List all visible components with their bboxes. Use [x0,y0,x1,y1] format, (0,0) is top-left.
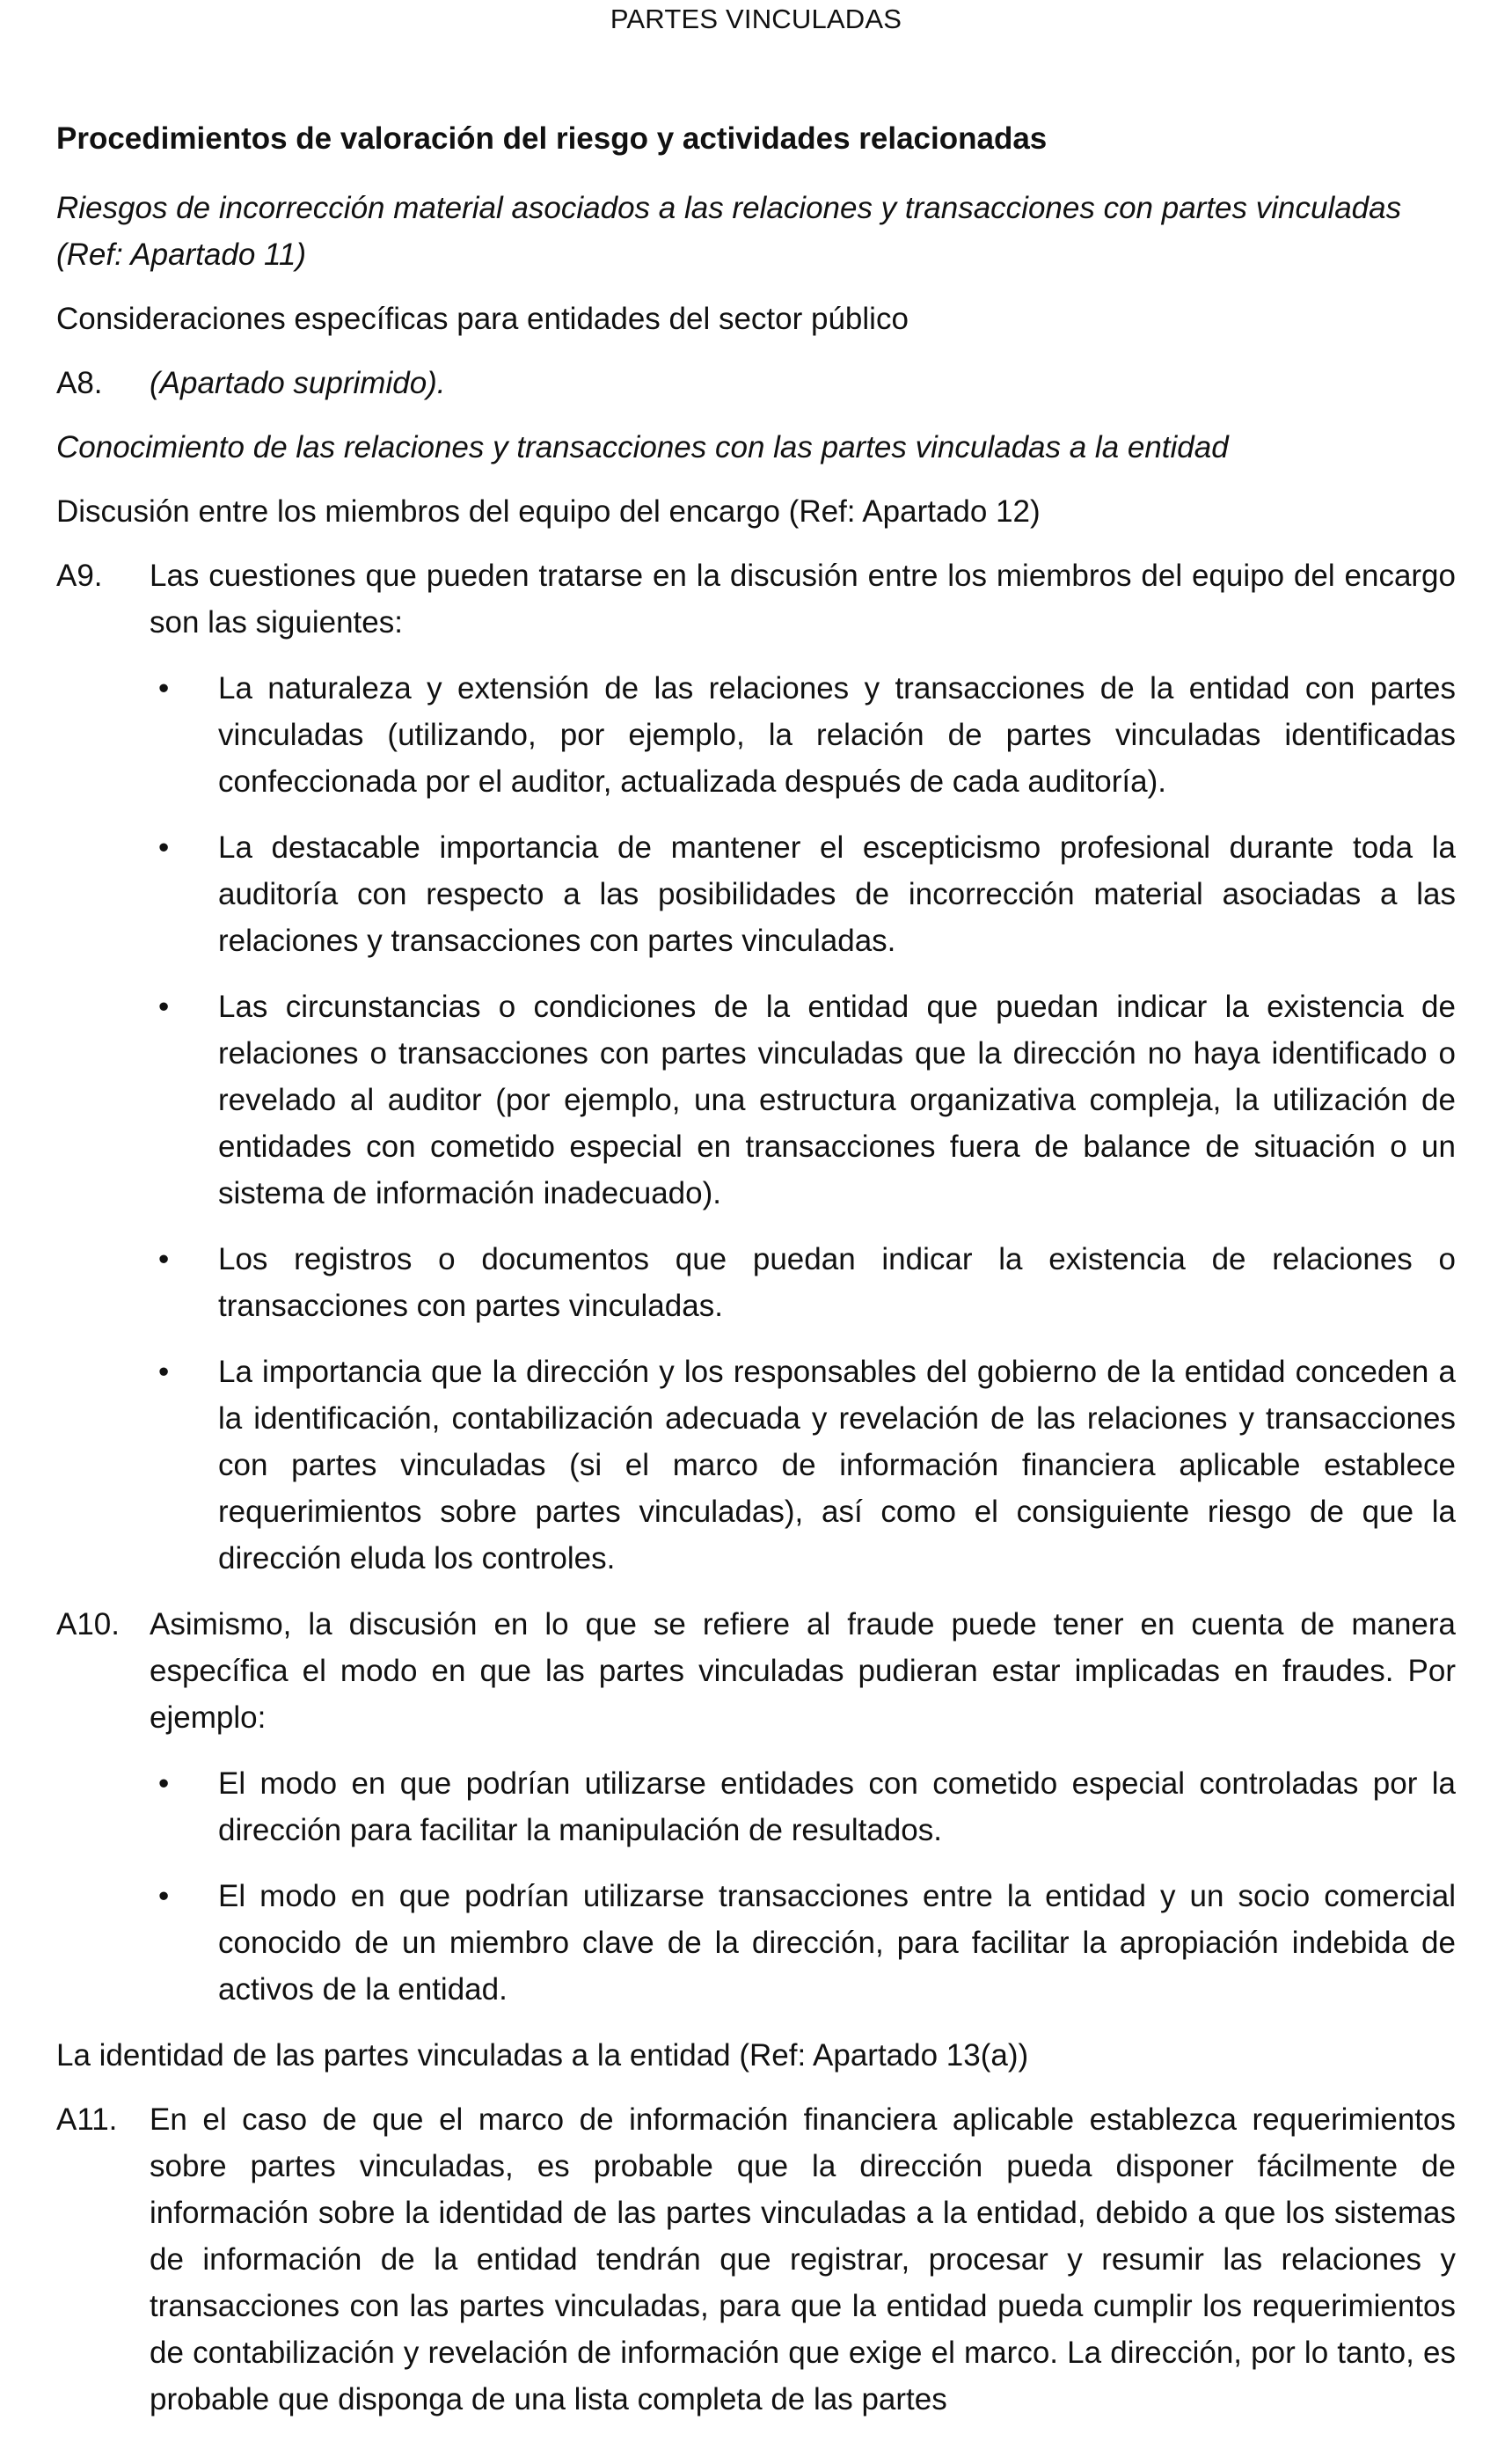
list-item [150,983,1456,1217]
running-head: PARTES VINCULADAS [610,4,902,34]
paragraph-text: Las cuestiones que pueden tratarse en la discusión entre los miembros del equipo del encargo son las siguientes: [150,559,1456,640]
list-item [150,1760,1456,1853]
list-item-text: Las circunstancias o condiciones de la entidad que puedan indicar la existencia de relaciones o transacciones con partes vinculadas que la dirección no haya identificado o revelado al auditor (por ejemplo, una estructura organizativa compleja, la utilización de entidades con cometido especial en transacciones fuera de balance de situación o un sistema de información inadecuado). [218,990,1456,1210]
list-item-text: La destacable importancia de mantener el escepticismo profesional durante toda la auditoría con respecto a las posibilidades de incorrección material asociadas a las relaciones y transacciones con partes vinculadas. [218,830,1456,958]
list-item [150,824,1456,964]
paragraph-number: A11. [56,2102,118,2137]
paragraph-text: En el caso de que el marco de información financiera aplicable establezca requerimientos sobre partes vinculadas, es probable que la dirección pueda disponer fácilmente de información sobre la identidad de las partes vinculadas a la entidad, debido a que los sistemas de información de la entidad tendrán que registrar, procesar y resumir las relaciones y transacciones con las partes vinculadas, para que la entidad pueda cumplir los requerimientos de contabilización y revelación de información que exige el marco. La dirección, por lo tanto, es probable que disponga de una lista completa de las partes [150,2102,1456,2416]
bullet-icon: • [158,990,170,1024]
bullet-list-a9 [150,665,1456,1582]
subheading-public-sector: Consideraciones específicas para entidades del sector público [56,302,909,336]
list-item [150,1349,1456,1582]
bullet-icon: • [158,1879,170,1913]
bullet-icon: • [158,830,170,865]
paragraph-a8 [56,360,1456,406]
list-item-text: El modo en que podrían utilizarse transacciones entre la entidad y un socio comercial conocido de un miembro clave de la dirección, para facilitar la apropiación indebida de activos de la entidad. [218,1879,1456,2007]
bullet-icon: • [158,671,170,706]
paragraph-text: Asimismo, la discusión en lo que se refiere al fraude puede tener en cuenta de manera específica el modo en que las partes vinculadas pudieran estar implicadas en fraudes. Por ejemplo: [150,1607,1456,1735]
subheading-identity: La identidad de las partes vinculadas a la entidad (Ref: Apartado 13(a)) [56,2038,1029,2073]
bullet-icon: • [158,1242,170,1276]
list-item [150,665,1456,805]
bullet-list-a10 [150,1760,1456,2013]
paragraph-number: A9. [56,559,103,593]
subheading-discussion: Discusión entre los miembros del equipo del encargo (Ref: Apartado 12) [56,494,1041,529]
paragraph-a10 [56,1601,1456,1741]
bullet-icon: • [158,1766,170,1801]
list-item-text: El modo en que podrían utilizarse entidades con cometido especial controladas por la dirección para facilitar la manipulación de resultados. [218,1766,1456,1847]
list-item [150,1873,1456,2013]
paragraph-number: A10. [56,1607,120,1641]
paragraph-a9 [56,552,1456,646]
list-item-text: La naturaleza y extensión de las relaciones y transacciones de la entidad con partes vinculadas (utilizando, por ejemplo, la relación de partes vinculadas identificadas confeccionada por el auditor, actualizada después de cada auditoría). [218,671,1456,799]
subheading-knowledge: Conocimiento de las relaciones y transacciones con las partes vinculadas a la entidad [56,430,1229,464]
paragraph-text: (Apartado suprimido). [150,366,446,400]
paragraph-a11 [56,2096,1456,2423]
list-item-text: La importancia que la dirección y los responsables del gobierno de la entidad conceden a la identificación, contabilización adecuada y revelación de las relaciones y transacciones con partes vinculadas (si el marco de información financiera aplicable establece requerimientos sobre partes vinculadas), así como el consiguiente riesgo de que la dirección eluda los controles. [218,1355,1456,1576]
list-item [150,1236,1456,1329]
subheading-risks: Riesgos de incorrección material asociados a las relaciones y transacciones con partes vinculadas (Ref: Apartado 11) [56,191,1402,272]
list-item-text: Los registros o documentos que puedan indicar la existencia de relaciones o transacciones con partes vinculadas. [218,1242,1456,1323]
bullet-icon: • [158,1355,170,1389]
section-heading: Procedimientos de valoración del riesgo y actividades relacionadas [56,121,1048,156]
paragraph-number: A8. [56,366,103,400]
